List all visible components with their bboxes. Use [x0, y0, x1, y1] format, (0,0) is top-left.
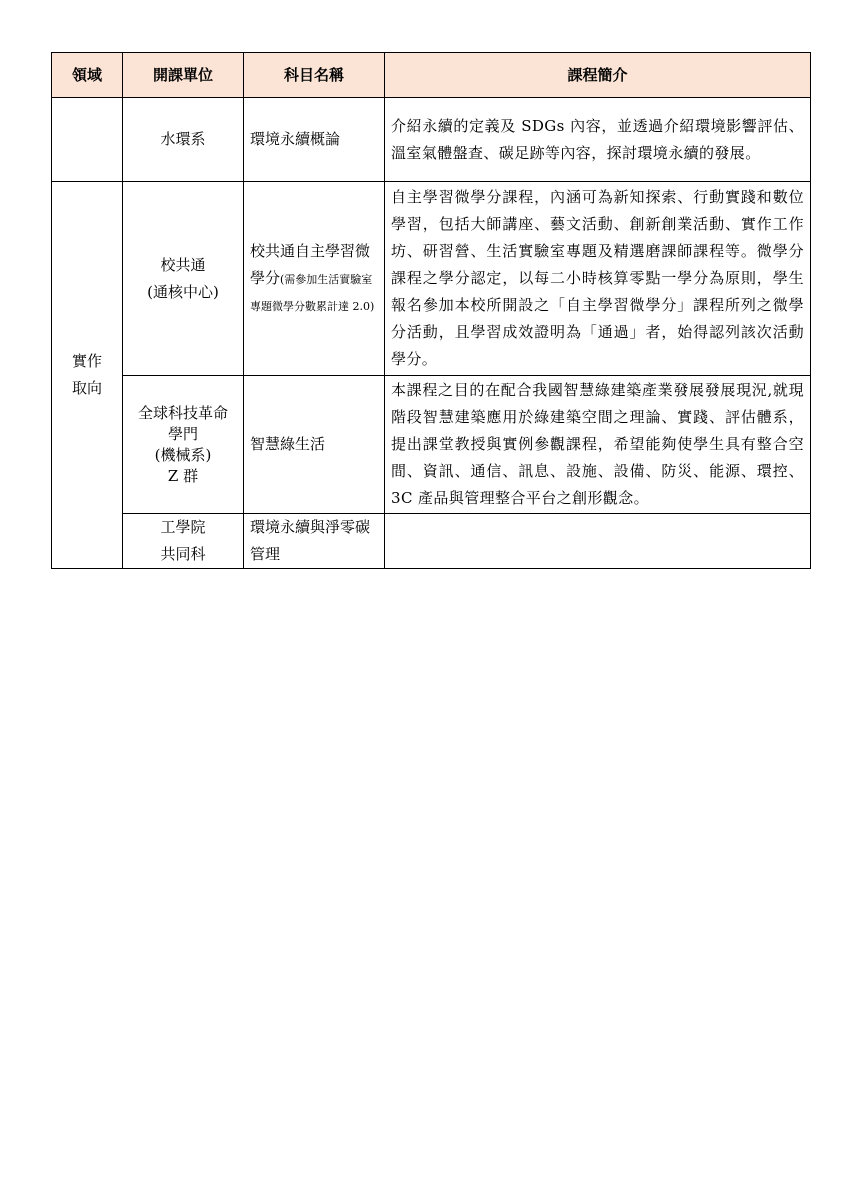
course-table — [51, 52, 811, 569]
header-row — [52, 53, 811, 98]
unit-line: 學門 — [167, 424, 198, 443]
unit-cell: 水環系 — [123, 98, 244, 182]
unit-cell — [123, 376, 244, 514]
unit-line: Z 群 — [167, 466, 199, 485]
table-row — [52, 98, 811, 182]
description-cell: 本課程之目的在配合我國智慧綠建築產業發展發展現況,就現階段智慧建築應用於綠建築空間之理論、實踐、評估體系，提出課堂教授與實例參觀課程，希望能夠使學生具有整合空間、資訊、通信、訊息、設施、設備、防災、能源、環控、3C 產品與管理整合平台之創形觀念。 — [385, 376, 811, 514]
unit-line: (通核中心) — [147, 282, 219, 301]
header-description: 課程簡介 — [385, 53, 811, 98]
subject-cell: 環境永續概論 — [244, 98, 385, 182]
unit-cell — [123, 182, 244, 376]
unit-line: 校共通 — [160, 255, 206, 274]
unit-cell — [123, 514, 244, 569]
header-unit: 開課單位 — [123, 53, 244, 98]
header-domain: 領域 — [52, 53, 123, 98]
subject-note: (需參加生活實驗室專題微學分數累計達 2.0) — [250, 273, 375, 313]
table-row — [52, 182, 811, 376]
unit-line: 共同科 — [160, 545, 206, 563]
subject-cell — [244, 182, 385, 376]
subject-name: 校共通自主學習微學分 — [250, 242, 371, 287]
unit-line: 工學院 — [160, 518, 206, 536]
subject-cell: 智慧綠生活 — [244, 376, 385, 514]
unit-line: (機械系) — [154, 445, 212, 464]
domain-cell-empty — [52, 98, 123, 182]
table-row — [52, 514, 811, 569]
table-row — [52, 376, 811, 514]
description-cell: 介紹永續的定義及 SDGs 內容，並透過介紹環境影響評估、溫室氣體盤查、碳足跡等內容，探討環境永續的發展。 — [385, 98, 811, 182]
unit-line: 全球科技革命 — [137, 403, 228, 422]
subject-cell: 環境永續與淨零碳管理 — [244, 514, 385, 569]
header-subject: 科目名稱 — [244, 53, 385, 98]
description-cell: 自主學習微學分課程，內涵可為新知探索、行動實踐和數位學習，包括大師講座、藝文活動、創新創業活動、實作工作坊、研習營、生活實驗室專題及精選磨課師課程等。微學分課程之學分認定，以每二小時核算零點一學分為原則，學生報名參加本校所開設之「自主學習微學分」課程所列之微學分活動，且學習成效證明為「通過」者，始得認列該次活動學分。 — [385, 182, 811, 376]
domain-cell: 實作 取向 — [52, 182, 123, 569]
description-cell — [385, 514, 811, 569]
